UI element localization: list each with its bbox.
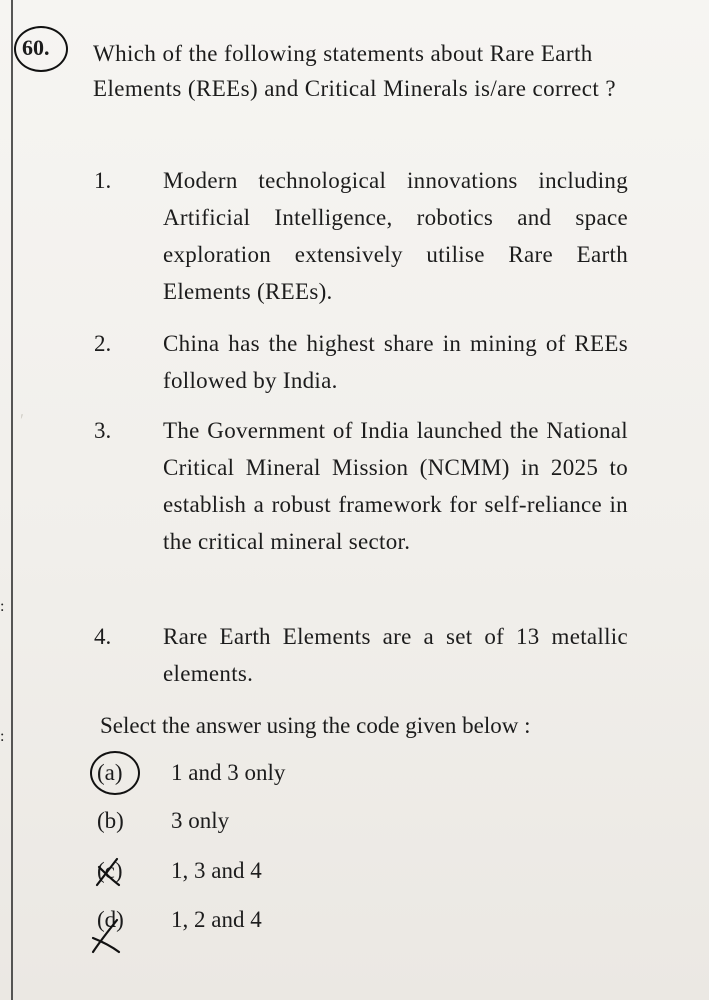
instruction-text: Select the answer using the code given below : [100,713,531,738]
bleed-through-mark: ʹ [20,410,24,430]
question-number-badge [14,26,68,72]
option-letter: (d) [97,907,124,932]
statement-text: China has the highest share in mining of REEs followed by India. [163,331,628,393]
question-text: Which of the following statements about Rare Earth Elements (REEs) and Critical Minerals is/are correct ? [93,41,616,101]
option-letter: (b) [97,808,124,833]
statement-text: Modern technological innovations including Artificial Intelligence, robotics and space exploration extensively utilise Rare Earth Elements (REEs). [163,168,628,304]
pen-cross-mark [93,855,127,889]
bleed-through-mark: : [0,728,5,745]
statement-text: Rare Earth Elements are a set of 13 metallic elements. [163,624,628,686]
option-text: 3 only [171,808,230,833]
statement-number: 4. [94,624,112,649]
option-letter: (a) [97,760,123,785]
left-margin-rule [11,0,13,1000]
statement-number: 2. [94,331,112,356]
bleed-through-mark: : [0,598,5,615]
option-text: 1, 3 and 4 [171,858,262,883]
question-number: 60. [22,35,50,60]
option-text: 1, 2 and 4 [171,907,262,932]
statement-number: 3. [94,418,112,443]
pen-cross-mark [89,916,129,956]
statement-number: 1. [94,168,112,193]
option-text: 1 and 3 only [171,760,286,785]
option-letter: (c) [97,858,123,883]
statement-text: The Government of India launched the National Critical Mineral Mission (NCMM) in 2025 to establish a robust framework for self-reliance in the critical mineral sector. [163,418,628,554]
